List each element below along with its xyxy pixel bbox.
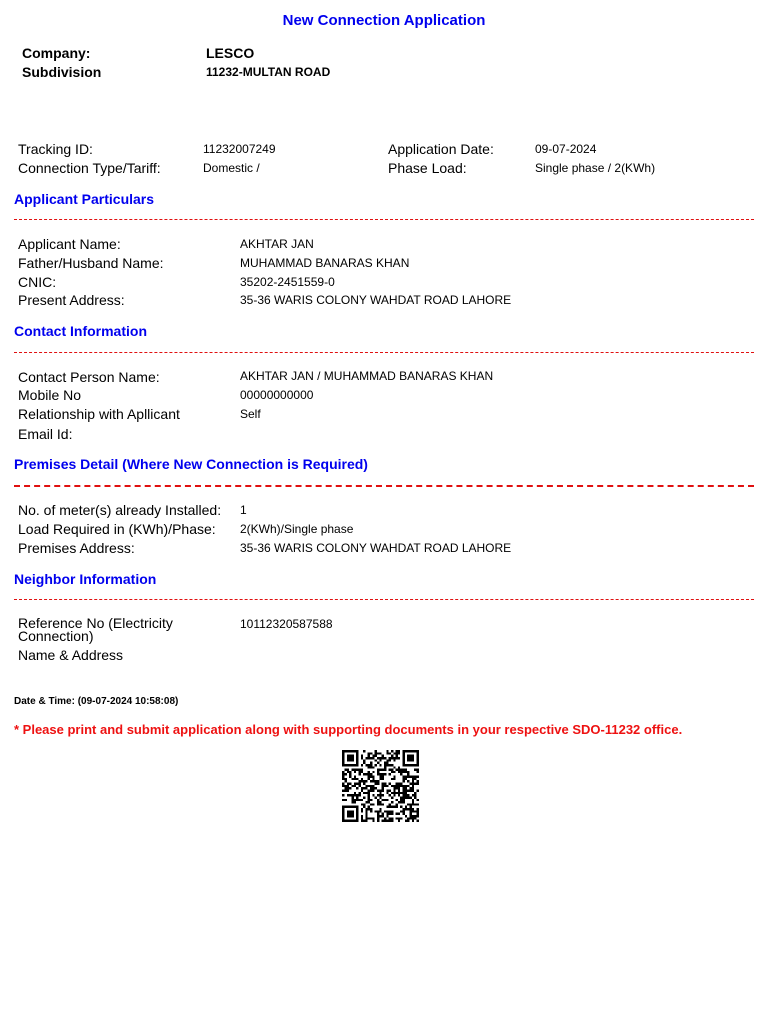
meters-installed-label: No. of meter(s) already Installed: <box>18 502 222 518</box>
meters-installed-value: 1 <box>240 503 247 517</box>
phase-load-value: Single phase / 2(KWh) <box>535 161 656 175</box>
submission-note: * Please print and submit application along with supporting documents in your respective SDO-11232 office. <box>14 722 683 737</box>
present-address-label: Present Address: <box>18 292 125 308</box>
relationship-value: Self <box>240 407 261 421</box>
page-title: New Connection Application <box>282 12 486 29</box>
section-divider <box>14 219 754 220</box>
father-name-label: Father/Husband Name: <box>18 255 164 271</box>
name-address-label: Name & Address <box>18 647 124 663</box>
date-time-stamp: Date & Time: (09-07-2024 10:58:08) <box>14 696 179 707</box>
mobile-value: 00000000000 <box>240 388 314 402</box>
connection-type-label: Connection Type/Tariff: <box>18 160 161 176</box>
premises-address-label: Premises Address: <box>18 540 135 556</box>
subdivision-label: Subdivision <box>22 64 102 80</box>
reference-no-value: 10112320587588 <box>240 617 333 631</box>
phase-load-label: Phase Load: <box>388 160 467 176</box>
applicant-name-label: Applicant Name: <box>18 236 121 252</box>
connection-type-value: Domestic / <box>203 161 260 175</box>
contact-section-heading: Contact Information <box>14 323 147 339</box>
premises-section-heading: Premises Detail (Where New Connection is Required) <box>14 456 368 472</box>
relationship-label: Relationship with Apllicant <box>18 406 180 422</box>
reference-no-label: Reference No (Electricity Connection) <box>18 615 173 644</box>
email-label: Email Id: <box>18 426 73 442</box>
tracking-id-value: 11232007249 <box>203 142 276 156</box>
section-divider <box>14 599 754 600</box>
cnic-value: 35202-2451559-0 <box>240 275 335 289</box>
contact-person-value: AKHTAR JAN / MUHAMMAD BANARAS KHAN <box>240 369 494 383</box>
neighbor-section-heading: Neighbor Information <box>14 571 157 587</box>
company-value: LESCO <box>206 45 255 61</box>
tracking-id-label: Tracking ID: <box>18 141 93 157</box>
father-name-value: MUHAMMAD BANARAS KHAN <box>240 256 410 270</box>
section-divider <box>14 485 754 487</box>
load-required-value: 2(KWh)/Single phase <box>240 522 354 536</box>
company-label: Company: <box>22 45 91 61</box>
qr-code-icon <box>342 750 419 822</box>
applicant-name-value: AKHTAR JAN <box>240 237 314 251</box>
premises-address-value: 35-36 WARIS COLONY WAHDAT ROAD LAHORE <box>240 541 512 555</box>
application-date-label: Application Date: <box>388 141 494 157</box>
application-date-value: 09-07-2024 <box>535 142 597 156</box>
section-divider <box>14 352 754 353</box>
cnic-label: CNIC: <box>18 274 57 290</box>
load-required-label: Load Required in (KWh)/Phase: <box>18 521 216 537</box>
mobile-label: Mobile No <box>18 387 82 403</box>
applicant-section-heading: Applicant Particulars <box>14 191 155 207</box>
contact-person-label: Contact Person Name: <box>18 369 160 385</box>
subdivision-value: 11232-MULTAN ROAD <box>206 65 331 79</box>
present-address-value: 35-36 WARIS COLONY WAHDAT ROAD LAHORE <box>240 293 512 307</box>
